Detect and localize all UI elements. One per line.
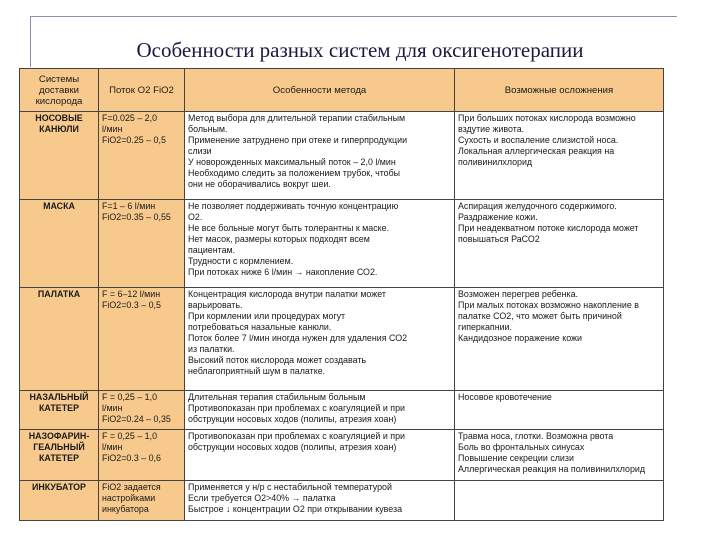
cell-line: Длительная терапия стабильным больным: [188, 392, 366, 402]
cell-line: обструкции носовых ходов (полипы, атрезия хоан): [188, 414, 397, 424]
cell-line: Возможен перегрев ребенка.: [458, 289, 578, 299]
table-row: [20, 481, 664, 521]
cell-line: ИНКУБАТОР: [32, 482, 86, 492]
cell-line: F = 0,25 – 1,0: [102, 392, 158, 402]
complications-cell: [455, 391, 664, 430]
cell-line: F = 0,25 – 1,0: [102, 431, 158, 441]
features-cell: [185, 200, 455, 288]
flow-cell: [99, 481, 185, 521]
cell-line: FiO2 задается: [102, 482, 161, 492]
cell-line: l/мин: [102, 403, 123, 413]
system-cell: [20, 112, 99, 200]
cell-line: Необходимо следить за положением трубок, чтобы: [188, 168, 401, 178]
cell-line: Локальная аллергическая реакция на: [458, 146, 615, 156]
cell-line: Сухость и воспаление слизистой носа.: [458, 135, 619, 145]
cell-line: поливинилхлорид: [458, 157, 533, 167]
cell-line: НОСОВЫЕ: [35, 113, 83, 123]
cell-line: потребоваться назальные канюли.: [188, 322, 332, 332]
cell-line: Применение затруднено при отеке и гиперпродукции: [188, 135, 408, 145]
cell-line: При потоках ниже 6 l/мин → накопление СО2.: [188, 267, 378, 277]
cell-line: они не оборачивались вокруг шеи.: [188, 179, 331, 189]
cell-line: Поток более 7 l/мин иногда нужен для удаления СО2: [188, 333, 408, 343]
cell-line: инкубатора: [102, 504, 149, 514]
cell-line: Концентрация кислорода внутри палатки может: [188, 289, 386, 299]
flow-cell: [99, 288, 185, 391]
cell-line: При больших потоках кислорода возможно: [458, 113, 636, 123]
complications-cell: [455, 288, 664, 391]
table-row: [20, 288, 664, 391]
flow-cell: [99, 112, 185, 200]
cell-line: Носовое кровотечение: [458, 392, 552, 402]
complications-cell: [455, 430, 664, 481]
header-features: Особенности метода: [185, 69, 455, 112]
system-cell: [20, 288, 99, 391]
features-cell: [185, 430, 455, 481]
cell-line: О2.: [188, 212, 203, 222]
system-cell: [20, 391, 99, 430]
header-systems: Системы доставки кислорода: [20, 69, 99, 112]
complications-cell: [455, 481, 664, 521]
cell-line: КАТЕТЕР: [39, 453, 79, 463]
cell-line: При кормлении или процедурах могут: [188, 311, 346, 321]
table-row: [20, 430, 664, 481]
cell-line: Если требуется О2>40% → палатка: [188, 493, 336, 503]
table-header-row: [20, 69, 664, 112]
features-cell: [185, 391, 455, 430]
flow-cell: [99, 391, 185, 430]
table-row: [20, 112, 664, 200]
cell-line: палатке СО2, что может быть причиной: [458, 311, 622, 321]
oxygen-systems-table: [19, 68, 664, 521]
cell-line: Нет масок, размеры которых подходят всем: [188, 234, 370, 244]
cell-line: НАЗАЛЬНЫЙ: [29, 392, 89, 402]
cell-line: КАНЮЛИ: [39, 124, 79, 134]
cell-line: Боль во фронтальных синусах: [458, 442, 585, 452]
cell-line: F=1 – 6 l/мин: [102, 201, 156, 211]
cell-line: Не позволяет поддерживать точную концентрацию: [188, 201, 399, 211]
cell-line: КАТЕТЕР: [39, 403, 79, 413]
cell-line: FiO2=0.25 – 0,5: [102, 135, 166, 145]
cell-line: Трудности с кормлением.: [188, 256, 294, 266]
cell-line: Аллергическая реакция на поливинилхлорид: [458, 464, 646, 474]
cell-line: FiO2=0.3 – 0,5: [102, 300, 161, 310]
cell-line: ПАЛАТКА: [37, 289, 81, 299]
cell-line: гиперкапнии.: [458, 322, 512, 332]
cell-line: l/мин: [102, 124, 123, 134]
cell-line: Противопоказан при проблемах с коагуляцией и при: [188, 403, 405, 413]
cell-line: Повышение секреции слизи: [458, 453, 574, 463]
cell-line: слизи: [188, 146, 212, 156]
cell-line: неблагоприятный шум в палатке.: [188, 366, 326, 376]
table-row: [20, 391, 664, 430]
cell-line: F=0.025 – 2,0: [102, 113, 158, 123]
cell-line: Аспирация желудочного содержимого.: [458, 201, 617, 211]
cell-line: Противопоказан при проблемах с коагуляцией и при: [188, 431, 405, 441]
cell-line: Метод выбора для длительной терапии стабильным: [188, 113, 406, 123]
cell-line: повышаться РаСО2: [458, 234, 540, 244]
cell-line: FiO2=0.24 – 0,35: [102, 414, 171, 424]
cell-line: обструкции носовых ходов (полипы, атрезия хоан): [188, 442, 397, 452]
flow-cell: [99, 430, 185, 481]
features-cell: [185, 288, 455, 391]
cell-line: ГЕАЛЬНЫЙ: [33, 442, 85, 452]
system-cell: [20, 481, 99, 521]
cell-line: Раздражение кожи.: [458, 212, 538, 222]
cell-line: из палатки.: [188, 344, 235, 354]
flow-cell: [99, 200, 185, 288]
cell-line: При малых потоках возможно накопление в: [458, 300, 639, 310]
cell-line: Применяется у н/р с нестабильной температурой: [188, 482, 392, 492]
features-cell: [185, 481, 455, 521]
header-flow: Поток О2 FiO2: [99, 69, 185, 112]
cell-line: МАСКА: [43, 201, 75, 211]
cell-line: вздутие живота.: [458, 124, 525, 134]
cell-line: пациентам.: [188, 245, 236, 255]
cell-line: F = 6–12 l/мин: [102, 289, 161, 299]
table-row: [20, 200, 664, 288]
system-cell: [20, 200, 99, 288]
cell-line: больным.: [188, 124, 228, 134]
cell-line: Кандидозное поражение кожи: [458, 333, 582, 343]
complications-cell: [455, 112, 664, 200]
cell-line: У новорожденных максимальный поток – 2,0 l/мин: [188, 157, 396, 167]
cell-line: Не все больные могут быть толерантны к маске.: [188, 223, 390, 233]
system-cell: [20, 430, 99, 481]
header-complications: Возможные осложнения: [455, 69, 664, 112]
complications-cell: [455, 200, 664, 288]
cell-line: варьировать.: [188, 300, 243, 310]
features-cell: [185, 112, 455, 200]
cell-line: Высокий поток кислорода может создавать: [188, 355, 367, 365]
cell-line: При неадекватном потоке кислорода может: [458, 223, 639, 233]
cell-line: FiO2=0.35 – 0,55: [102, 212, 171, 222]
cell-line: l/мин: [102, 442, 123, 452]
cell-line: НАЗОФАРИН-: [28, 431, 90, 441]
cell-line: Быстрое ↓ концентрации О2 при открывании кувеза: [188, 504, 403, 514]
cell-line: настройками: [102, 493, 156, 503]
page-title: Особенности разных систем для оксигенотерапии: [136, 38, 584, 62]
cell-line: Травма носа, глотки. Возможна рвота: [458, 431, 614, 441]
cell-line: FiO2=0.3 – 0,6: [102, 453, 161, 463]
